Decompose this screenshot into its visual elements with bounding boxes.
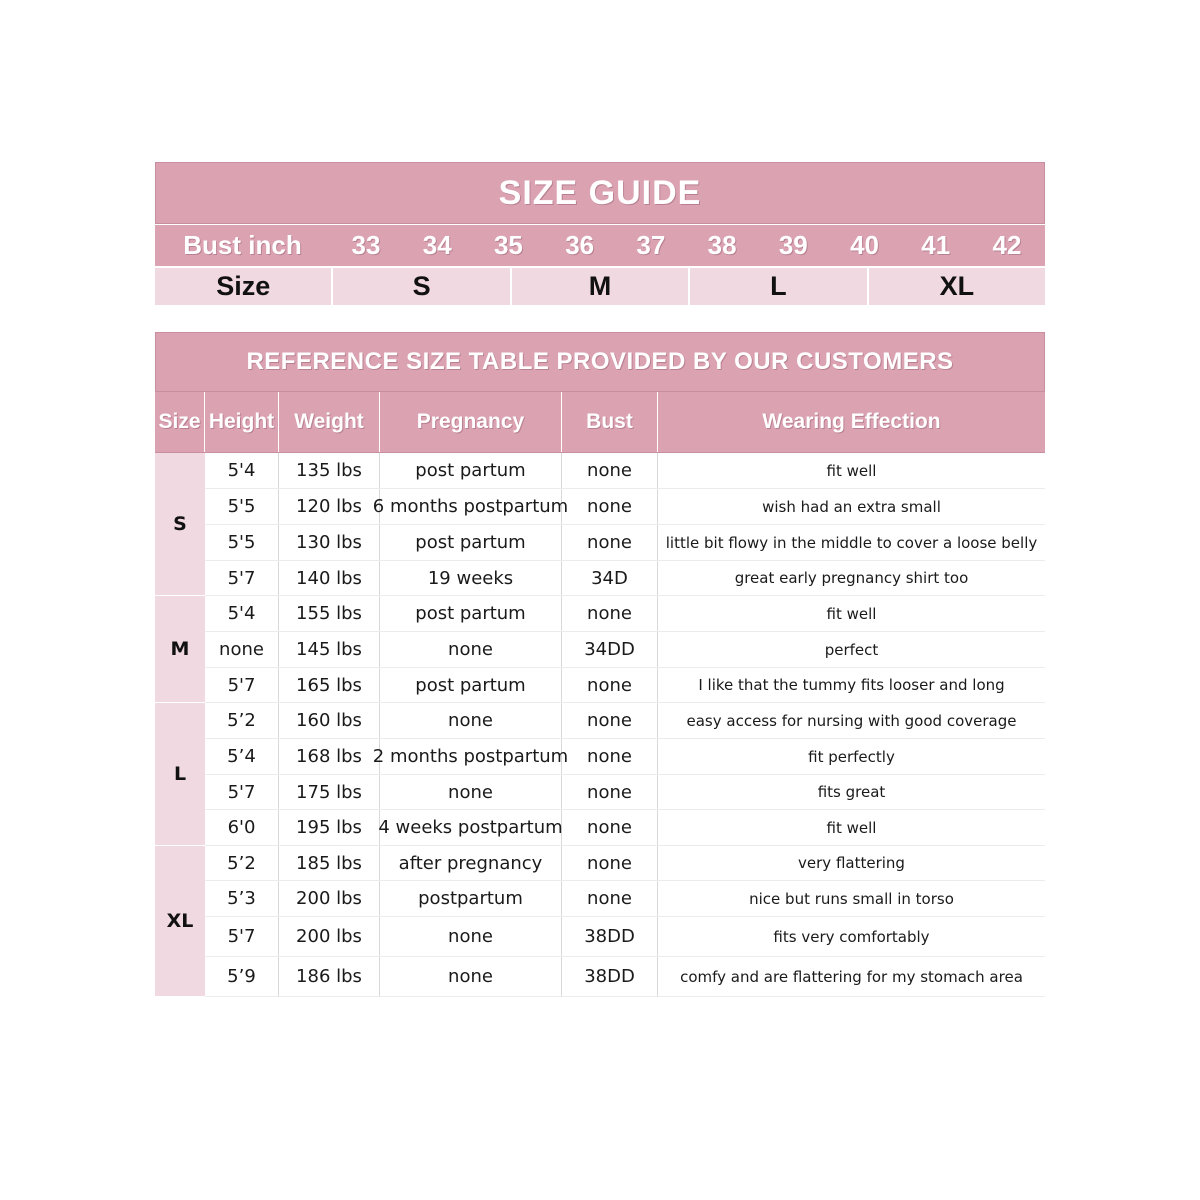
table-row [205, 810, 1045, 846]
table-row [205, 775, 1045, 810]
cell-height: 5’2 [205, 846, 279, 880]
cell-bust: none [562, 810, 658, 845]
cell-wearing-effection: fits very comfortably [773, 927, 930, 946]
cell-pregnancy: post partum [380, 453, 562, 488]
size-guide-table [155, 162, 1045, 305]
cell-bust: none [562, 525, 658, 560]
table-row [205, 703, 1045, 739]
cell-weight: 185 lbs [279, 846, 380, 880]
cell-pregnancy: none [380, 632, 562, 667]
cell-wearing-effection: nice but runs small in torso [749, 889, 954, 908]
size-l: L [690, 268, 868, 305]
bust-value: 34 [422, 230, 452, 260]
cell-height: 5'7 [205, 668, 279, 702]
table-row [205, 489, 1045, 525]
size-label: Size [155, 268, 333, 305]
cell-bust: none [562, 881, 658, 916]
cell-pregnancy: none [380, 917, 562, 956]
size-group-s: S [155, 453, 205, 596]
cell-wearing-effection: little bit flowy in the middle to cover a loose belly [665, 533, 1038, 552]
cell-height: 5'7 [205, 775, 279, 809]
cell-height: 5'7 [205, 561, 279, 595]
header-bust: Bust [562, 392, 658, 452]
cell-bust: none [562, 846, 658, 880]
table-row [205, 881, 1045, 917]
size-group-l: L [155, 703, 205, 846]
cell-pregnancy: post partum [380, 596, 562, 631]
table-row [205, 846, 1045, 881]
cell-weight: 200 lbs [279, 881, 380, 916]
table-row [205, 561, 1045, 596]
cell-pregnancy: post partum [380, 525, 562, 560]
cell-weight: 140 lbs [279, 561, 380, 595]
cell-weight: 160 lbs [279, 703, 380, 738]
cell-height: 5'7 [205, 917, 279, 956]
cell-bust: 38DD [562, 917, 658, 956]
bust-value: 42 [992, 230, 1022, 260]
cell-bust: 38DD [562, 957, 658, 996]
size-m: M [512, 268, 690, 305]
cell-wearing-effection: easy access for nursing with good coverage [686, 711, 1017, 730]
cell-pregnancy: 19 weeks [380, 561, 562, 595]
cell-weight: 120 lbs [279, 489, 380, 524]
cell-height: 5’9 [205, 957, 279, 996]
cell-pregnancy: 2 months postpartum [380, 739, 562, 774]
table-row [205, 739, 1045, 775]
cell-pregnancy: 4 weeks postpartum [380, 810, 562, 845]
cell-weight: 200 lbs [279, 917, 380, 956]
cell-bust: none [562, 453, 658, 488]
bust-inch-label: Bust inch [183, 230, 302, 260]
cell-weight: 135 lbs [279, 453, 380, 488]
cell-pregnancy: 6 months postpartum [380, 489, 562, 524]
cell-wearing-effection: very flattering [798, 854, 905, 872]
cell-wearing-effection: fit well [826, 818, 877, 837]
table-row [205, 632, 1045, 668]
cell-wearing-effection: wish had an extra small [762, 497, 941, 516]
cell-bust: none [562, 668, 658, 702]
cell-weight: 195 lbs [279, 810, 380, 845]
header-size: Size [155, 392, 205, 452]
cell-weight: 155 lbs [279, 596, 380, 631]
cell-height: 5'5 [205, 489, 279, 524]
bust-inch-row [155, 225, 1045, 266]
cell-weight: 175 lbs [279, 775, 380, 809]
cell-pregnancy: none [380, 957, 562, 996]
bust-value: 39 [778, 230, 808, 260]
header-pregnancy: Pregnancy [380, 392, 562, 452]
reference-body [155, 453, 1045, 997]
reference-rows [205, 453, 1045, 997]
cell-height: 5’3 [205, 881, 279, 916]
bust-value: 33 [351, 230, 381, 260]
bust-value: 35 [493, 230, 523, 260]
cell-wearing-effection: perfect [824, 640, 879, 659]
cell-bust: none [562, 739, 658, 774]
cell-wearing-effection: comfy and are flattering for my stomach area [680, 967, 1023, 986]
cell-wearing-effection: great early pregnancy shirt too [734, 569, 969, 587]
cell-bust: none [562, 775, 658, 809]
cell-height: 5'5 [205, 525, 279, 560]
size-group-xl: XL [155, 846, 205, 997]
cell-pregnancy: none [380, 775, 562, 809]
bust-inch-values [330, 230, 1045, 261]
size-xl: XL [939, 271, 975, 301]
size-group-m: M [155, 596, 205, 703]
header-wearing-effection: Wearing Effection [762, 410, 941, 433]
table-row [205, 525, 1045, 561]
cell-wearing-effection: fit perfectly [808, 747, 895, 766]
size-s: S [333, 268, 511, 305]
cell-weight: 145 lbs [279, 632, 380, 667]
cell-bust: none [562, 703, 658, 738]
table-row [205, 453, 1045, 489]
cell-pregnancy: post partum [380, 668, 562, 702]
size-guide-title: SIZE GUIDE [155, 162, 1045, 224]
bust-value: 37 [636, 230, 666, 260]
cell-pregnancy: after pregnancy [380, 846, 562, 880]
bust-value: 40 [850, 230, 879, 260]
reference-header-row [155, 392, 1045, 453]
cell-bust: 34DD [562, 632, 658, 667]
header-weight: Weight [279, 392, 380, 452]
size-row [155, 268, 1045, 305]
cell-height: none [205, 632, 279, 667]
cell-wearing-effection: fit well [826, 604, 877, 623]
table-row [205, 917, 1045, 957]
bust-value: 36 [565, 230, 595, 260]
table-row [205, 596, 1045, 632]
cell-height: 5'4 [205, 596, 279, 631]
cell-weight: 168 lbs [279, 739, 380, 774]
cell-wearing-effection: fits great [817, 783, 886, 801]
table-row [205, 668, 1045, 703]
size-group-column [155, 453, 205, 997]
cell-weight: 165 lbs [279, 668, 380, 702]
table-row [205, 957, 1045, 997]
cell-pregnancy: postpartum [380, 881, 562, 916]
cell-height: 5'4 [205, 453, 279, 488]
cell-weight: 130 lbs [279, 525, 380, 560]
cell-pregnancy: none [380, 703, 562, 738]
cell-bust: none [562, 489, 658, 524]
cell-wearing-effection: I like that the tummy fits looser and long [698, 676, 1005, 694]
cell-height: 6'0 [205, 810, 279, 845]
cell-bust: none [562, 596, 658, 631]
cell-weight: 186 lbs [279, 957, 380, 996]
reference-title: REFERENCE SIZE TABLE PROVIDED BY OUR CUSTOMERS [155, 332, 1045, 392]
bust-value: 38 [707, 230, 737, 260]
cell-wearing-effection: fit well [826, 461, 877, 480]
bust-value: 41 [921, 230, 951, 260]
cell-bust: 34D [562, 561, 658, 595]
cell-height: 5’4 [205, 739, 279, 774]
reference-size-table [155, 332, 1045, 997]
header-height: Height [205, 392, 279, 452]
cell-height: 5’2 [205, 703, 279, 738]
